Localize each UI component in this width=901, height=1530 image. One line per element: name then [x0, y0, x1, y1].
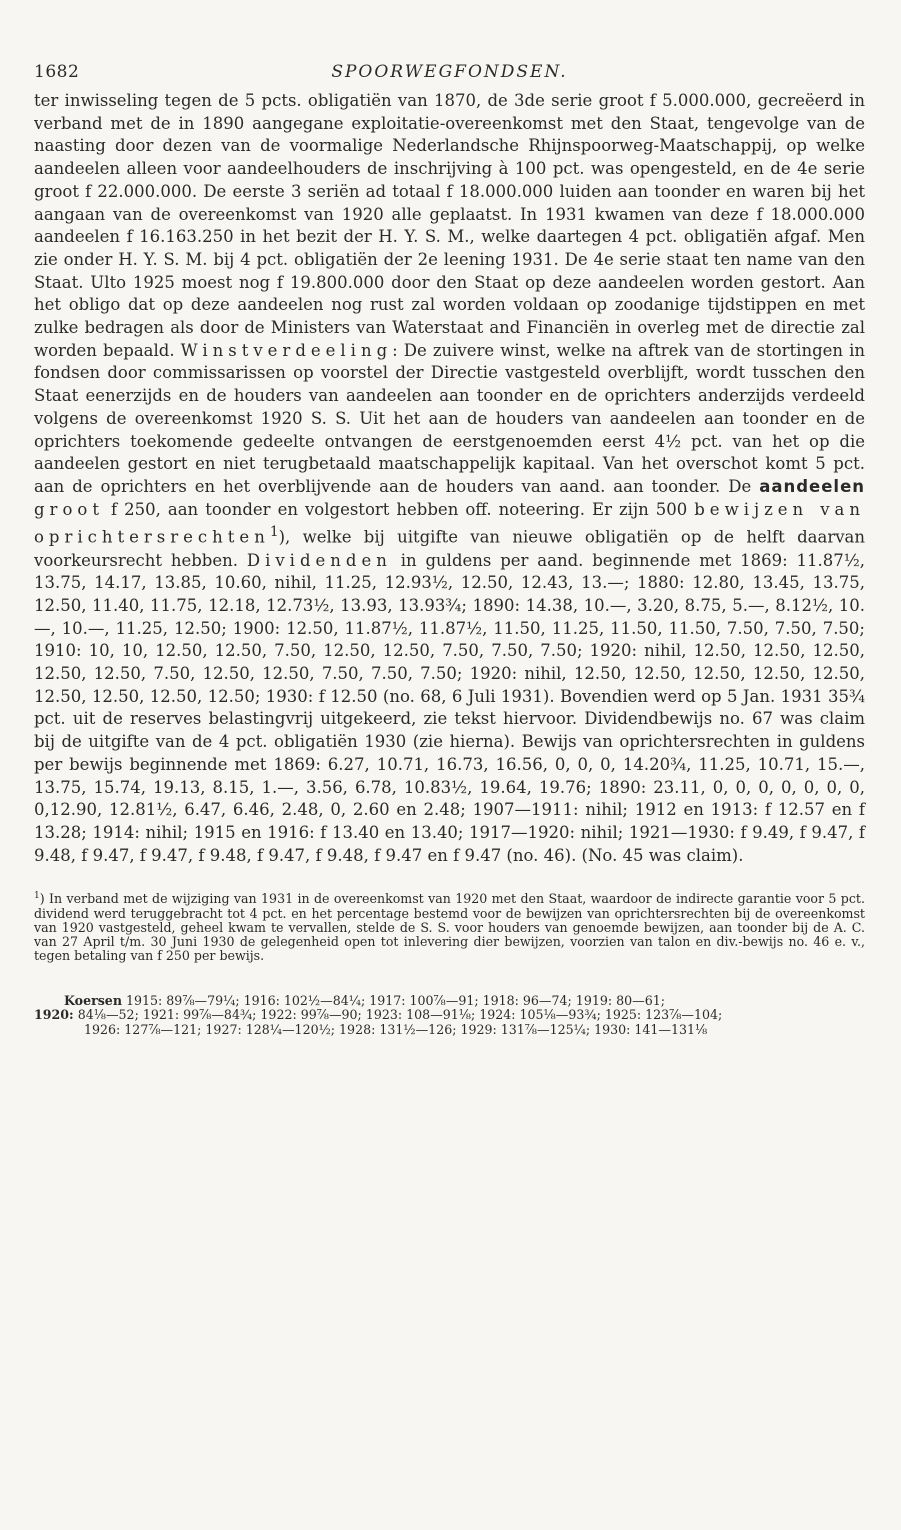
footnote-mark: 1	[34, 891, 40, 902]
label-groot: groot	[34, 499, 104, 519]
heading-winstverdeeling: Winstverdeeling	[180, 340, 393, 360]
koersen-values-3: 1926: 127⅞—121; 1927: 128¼—120½; 1928: 131½—126; 1929: 131⅞—125¼; 1930: 141—131⅛	[84, 1021, 708, 1037]
text-aandeelen-series: ter inwisseling tegen de 5 pcts. obligatiën van 1870, de 3de serie groot f 5.000.000, gecreëerd in verband met de in 1890 aangegane exploitatie-overeenkomst met den Staat, tengevolge van de naasting door dezen van de voormalige Nederlandsche Rhijnspoorweg-Maatschappij, op welke aandeelen alleen voor aandeelhouders de inschrijving à 100 pct. was opengesteld, en de 4e serie groot f 22.000.000. De eerste 3 seriën ad totaal f 18.000.000 luiden aan toonder en waren bij het aangaan van de overeenkomst van 1920 alle geplaatst. In 1931 kwamen van deze f 18.000.000 aandeelen f 16.163.250 in het bezit der H. Y. S. M., welke daartegen 4 pct. obligatiën afgaf. Men zie onder H. Y. S. M. bij 4 pct. obligatiën der 2e leening 1931. De 4e serie staat ten name van den Staat. Ulto 1925 moest nog f 19.800.000 door den Staat op deze aandeelen worden gestort. Aan het obligo dat op deze aandeelen nog rust zal worden voldaan op zoodanige tijdstippen en met zulke bedragen als door de Ministers van Waterstaat and Financiën in overleg met de directie zal worden bepaald.	[34, 91, 865, 360]
koersen-row-2	[34, 1008, 865, 1023]
text-voorkeursrecht: ), welke bij uitgifte van nieuwe obligatiën op de helft daarvan voorkeursrecht hebben.	[34, 527, 865, 570]
running-title: SPOORWEGFONDSEN.	[331, 62, 568, 82]
footnote	[34, 889, 865, 963]
text-winstverdeeling: : De zuivere winst, welke na aftrek van de stortingen in fondsen door commissarissen op voorstel der Directie vastgesteld overblijft, wordt tusschen den Staat eenerzijds en de houders van aandeelen aan toonder en de oprichters anderzijds verdeeld volgens de overeenkomst 1920 S. S. Uit het aan de houders van aandeelen aan toonder en de oprichters toekomende gedeelte ontvangen de eerstgenoemden eerst 4½ pct. van het op die aandeelen gestort en niet terugbetaald maatschappelijk kapitaal. Van het overschot komt 5 pct. aan de oprichters en het overblijvende aan de houders van aand. aan toonder. De	[34, 340, 866, 496]
page-number: 1682	[34, 62, 80, 82]
koersen-label: Koersen	[64, 992, 122, 1008]
footnote-text: ) In verband met de wijziging van 1931 in de overeenkomst van 1920 met den Staat, waardoor de indirecte garantie voor 5 pct. dividend werd teruggebracht tot 4 pct. en het percentage bestemd voor de bewijzen van oprichtersrechten bij de overeenkomst van 1920 vastgesteld, geheel kwam te vervallen, stelde de S. S. voor houders van genoemde bewijzen, aan toonder bij de A. C. van 27 April t/m. 30 Juni 1930 de gelegenheid open tot inlevering dier bewijzen, voorzien van talon en div.-bewijs no. 46 e. v., tegen betaling van f 250 per bewijs.	[34, 891, 865, 964]
body-text	[34, 90, 865, 867]
koersen-year-1920: 1920:	[34, 1007, 74, 1023]
heading-aandeelen: aandeelen	[759, 476, 866, 496]
text-nominal: f 250, aan toonder en volgestort hebben off. noteering. Er zijn 500	[110, 499, 688, 519]
koersen-row-3	[34, 1023, 865, 1038]
text-dividenden: in guldens per aand. beginnende met 1869: 11.87½, 13.75, 14.17, 13.85, 10.60, nihil, 11.25, 12.93½, 12.50, 12.43, 13.—; 1880: 12.80, 13.45, 13.75, 12.50, 11.40, 11.75, 12.18, 12.73½, 13.93, 13.93¾; 1890: 14.38, 10.—, 3.20, 8.75, 5.—, 8.12½, 10.—, 10.—, 11.25, 12.50; 1900: 12.50, 11.87½, 11.87½, 11.50, 11.25, 11.50, 11.50, 7.50, 7.50, 7.50; 1910: 10, 10, 12.50, 12.50, 7.50, 12.50, 12.50, 7.50, 7.50, 7.50; 1920: nihil, 12.50, 12.50, 12.50, 12.50, 12.50, 7.50, 12.50, 12.50, 7.50, 7.50, 7.50; 1920: nihil, 12.50, 12.50, 12.50, 12.50, 12.50, 12.50, 12.50, 12.50, 12.50; 1930: f 12.50 (no. 68, 6 Juli 1931). Bovendien werd op 5 Jan. 1931 35¾ pct. uit de reserves belastingvrij uitgekeerd, zie tekst hiervoor. Dividendbewijs no. 67 was claim bij de uitgifte van de 4 pct. obligatiën 1930 (zie hierna). Bewijs van oprichtersrechten in guldens per bewijs beginnende met 1869: 6.27, 10.71, 16.73, 16.56, 0, 0, 0, 14.20¾, 11.25, 10.71, 15.—, 13.75, 15.74, 19.13, 8.15, 1.—, 3.56, 6.78, 10.83½, 19.64, 19.76; 1890: 23.11, 0, 0, 0, 0, 0, 0, 0, 0,12.90, 12.81½, 6.47, 6.46, 2.48, 0, 2.60 en 2.48; 1907—1911: nihil; 1912 en 1913: f 12.57 en f 13.28; 1914: nihil; 1915 en 1916: f 13.40 en 13.40; 1917—1920: nihil; 1921—1930: f 9.49, f 9.47, f 9.48, f 9.47, f 9.47, f 9.48, f 9.47, f 9.48, f 9.47 en f 9.47 (no. 46). (No. 45 was claim).	[34, 550, 866, 865]
koersen-values-2: 84⅛—52; 1921: 99⅞—84¾; 1922: 99⅞—90; 1923: 108—91⅛; 1924: 105⅛—93¾; 1925: 123⅞—104;	[77, 1007, 723, 1023]
heading-dividenden: Dividenden	[246, 550, 392, 570]
heading-bewijzen: bewijzen van oprichtersrechten	[34, 499, 865, 547]
koersen-row-1	[34, 994, 865, 1009]
koersen-block	[34, 994, 865, 1038]
footnote-ref: 1	[269, 524, 279, 541]
page-header	[34, 50, 865, 90]
koersen-values-1: 1915: 89⅞—79¼; 1916: 102½—84¼; 1917: 100⅞—91; 1918: 96—74; 1919: 80—61;	[126, 992, 665, 1008]
paragraph-main	[34, 90, 865, 867]
